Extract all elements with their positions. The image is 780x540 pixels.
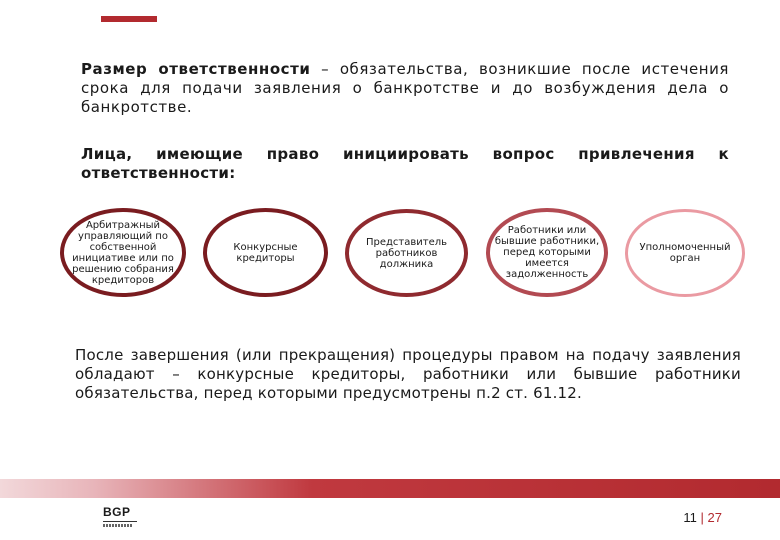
circle-label: Уполномоченный орган xyxy=(639,242,731,264)
circle-label: Арбитражный управляющий по собственной инициативе или по решению собрания кредиторов xyxy=(72,219,174,286)
definition-paragraph xyxy=(81,60,729,117)
definition-text: – обязательства, возникшие после истечения срока для подачи заявления о банкротстве и до возбуждения дела о банкротстве. xyxy=(81,60,729,116)
logo-rule xyxy=(103,521,137,522)
circle-arbitration-manager xyxy=(60,208,186,297)
circle-label: Представитель работников должника xyxy=(365,236,448,270)
persons-heading xyxy=(81,145,729,183)
circle-label: Конкурсные кредиторы xyxy=(233,241,298,264)
circle-authorized-body xyxy=(625,209,745,297)
logo-text: BGP xyxy=(103,505,131,519)
definition-term: Размер ответственности xyxy=(81,60,311,78)
footer-bar xyxy=(0,479,780,498)
persons-heading-line2: ответственности: xyxy=(81,164,236,182)
logo-subline xyxy=(103,524,133,527)
persons-heading-line1: Лица, имеющие право инициировать вопрос привлечения к xyxy=(81,145,729,163)
page-total: 27 xyxy=(707,510,722,525)
page-separator: | xyxy=(700,510,704,525)
circle-creditors xyxy=(203,208,328,297)
circle-label: Работники или бывшие работники, перед которыми имеется задолженность xyxy=(494,225,600,280)
circle-employees xyxy=(486,208,608,297)
page-number xyxy=(683,510,722,525)
circle-employees-representative xyxy=(345,209,468,297)
bgp-logo xyxy=(103,506,139,527)
page-current: 11 xyxy=(683,510,697,525)
title-accent-bar xyxy=(101,16,157,22)
conclusion-paragraph: После завершения (или прекращения) процедуры правом на подачу заявления обладают – конкурсные кредиторы, работники или бывшие работники обязательства, перед которыми предусмотрены п.2 ст. 61.12. xyxy=(75,346,741,402)
